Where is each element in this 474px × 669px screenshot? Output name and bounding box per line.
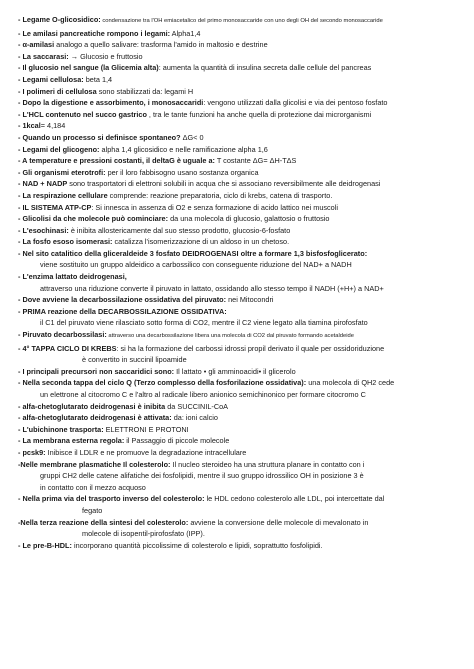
- note-text: il C1 del piruvato viene rilasciato sotto forma di CO2, mentre il C2 viene legato alla tiamina pirofosfato: [40, 318, 368, 328]
- note-term: - alfa-chetoglutarato deidrogenasi è attivata:: [18, 413, 172, 423]
- note-line: [18, 389, 456, 401]
- note-line: [18, 271, 456, 283]
- note-text: sono stabilizzati da: legami H: [96, 86, 194, 96]
- note-text: → Glucosio e fruttosio: [68, 51, 143, 61]
- note-line: [18, 424, 456, 436]
- note-text: viene sostituito un gruppo aldeidico a carbossilico con conseguente riduzione del NAD+ a NADH: [40, 260, 352, 270]
- note-line: [18, 283, 456, 295]
- note-term: - Dopo la digestione e assorbimento, i monosaccaridi: [18, 98, 204, 108]
- note-text: alpha 1,4 glicosidico e nelle ramificazione alpha 1,6: [99, 144, 268, 154]
- note-term: - Nella prima via del trasporto inverso del colesterolo:: [18, 494, 205, 504]
- note-term: - L'esochinasi:: [18, 225, 69, 235]
- note-text: analogo a quello salivare: trasforma l'amido in maltosio e destrine: [54, 40, 268, 50]
- note-term: - Il glucosio nel sangue (la Glicemia alta): [18, 63, 159, 73]
- note-line: [18, 366, 456, 378]
- note-line: [18, 528, 456, 540]
- note-term: - I principali precursori non saccaridici sono:: [18, 366, 175, 376]
- note-term: - La respirazione cellulare: [18, 190, 108, 200]
- note-line: [18, 39, 456, 51]
- note-line: [18, 447, 456, 459]
- note-line: [18, 459, 456, 471]
- note-text: : vengono utilizzati dalla glicolisi e via dei pentoso fosfato: [203, 98, 388, 108]
- note-line: [18, 155, 456, 167]
- note-term: - Legami cellulosa:: [18, 74, 84, 84]
- note-line: [18, 51, 456, 63]
- note-term: - Gli organismi eterotrofi:: [18, 167, 106, 177]
- note-term: - I polimeri di cellulosa: [18, 86, 97, 96]
- note-term: - NAD + NADP: [18, 179, 68, 189]
- note-text: per il loro fabbisogno usano sostanza organica: [105, 167, 259, 177]
- note-line: [18, 306, 456, 318]
- note-text: : Si innesca in assenza di O2 e senza formazione di acido lattico nei muscoli: [91, 202, 338, 212]
- note-term: - L'enzima lattato deidrogenasi,: [18, 272, 127, 282]
- note-line: [18, 236, 456, 248]
- note-line: [18, 248, 456, 260]
- note-line: [18, 377, 456, 389]
- note-term: - La fosfo esoso isomerasi:: [18, 237, 113, 247]
- note-line: [18, 401, 456, 413]
- note-text: le HDL cedono colesterolo alle LDL, poi intercettate dal: [204, 494, 385, 504]
- note-line: [18, 505, 456, 517]
- note-text: catalizza l'isomerizzazione di un aldoso in un chetoso.: [112, 237, 290, 247]
- note-line: [18, 178, 456, 190]
- note-term: - La membrana esterna regola:: [18, 436, 125, 446]
- note-line: [18, 225, 456, 237]
- note-term: - A temperature e pressioni costanti, il deltaG è uguale a:: [18, 156, 215, 166]
- note-term: - L'ubichinone trasporta:: [18, 424, 104, 434]
- note-term: -Nelle membrane plasmatiche Il colesterolo:: [18, 459, 171, 469]
- note-line: [18, 343, 456, 355]
- note-text: Inibisce il LDLR e ne promuove la degradazione intracellulare: [45, 447, 247, 457]
- note-line: [18, 412, 456, 424]
- note-line: [18, 213, 456, 225]
- note-line: [18, 62, 456, 74]
- note-line: [18, 294, 456, 306]
- note-line: [18, 517, 456, 529]
- note-text: è inibita allostericamente dal suo stesso prodotto, glucosio-6-fosfato: [68, 225, 291, 235]
- note-term: - α-amilasi: [18, 40, 55, 50]
- note-term: - 1kcal: [18, 121, 41, 131]
- note-text: fegato: [82, 505, 103, 515]
- note-term: -Nella terza reazione della sintesi del colesterolo:: [18, 517, 189, 527]
- note-text: beta 1,4: [83, 74, 113, 84]
- note-term: - 4° TAPPA CICLO DI KREBS: [18, 343, 117, 353]
- note-line: [18, 28, 456, 40]
- note-term: - Legami del glicogeno:: [18, 144, 100, 154]
- note-term: - PRIMA reazione della DECARBOSSILAZIONE OSSIDATIVA:: [18, 306, 227, 316]
- note-term: - IL SISTEMA ATP-CP: [18, 202, 92, 212]
- note-text: , tra le tante funzioni ha anche quella di protezione dai microrganismi: [146, 109, 372, 119]
- note-line: [18, 109, 456, 121]
- note-text: il Passaggio di piccole molecole: [124, 436, 230, 446]
- note-line: [18, 144, 456, 156]
- note-text: ΔG< 0: [180, 132, 204, 142]
- note-text: una molecola di QH2 cede: [306, 378, 395, 388]
- note-text: incorporano quantità piccolissime di colesterolo e lipidi, soprattutto fosfolipidi.: [71, 540, 323, 550]
- note-term: - Dove avviene la decarbossilazione ossidativa del piruvato:: [18, 295, 227, 305]
- note-term: - Le amilasi pancreatiche rompono i legami:: [18, 28, 171, 38]
- note-text: condensazione tra l'OH emiacetalico del primo monosaccaride con uno degli OH del secondo monosaccaride: [100, 18, 383, 24]
- note-line: [18, 435, 456, 447]
- note-text: : si ha la formazione del carbossi idrossi propil derivato il quale per ossidoriduzione: [116, 343, 385, 353]
- note-text: è convertito in succinil lipoamide: [82, 355, 187, 365]
- note-term: - Quando un processo si definisce spontaneo?: [18, 132, 181, 142]
- note-line: [18, 329, 456, 343]
- note-term: - Le pre-B-HDL:: [18, 540, 72, 550]
- note-term: - Legame O-glicosidico:: [18, 15, 101, 24]
- note-text: avviene la conversione delle molecole di mevalonato in: [188, 517, 369, 527]
- note-text: comprende: reazione preparatoria, ciclo di krebs, catena di trasporto.: [107, 190, 333, 200]
- note-term: - Nel sito catalitico della gliceraldeide 3 fosfato DEIDROGENASI oltre a formare 1,3 bisfosfoglicerato:: [18, 248, 368, 258]
- note-line: [18, 540, 456, 552]
- note-text: attraverso una decarbossilazione libera una molecola di CO2 dal piruvato formando acetaldeide: [106, 333, 354, 340]
- note-text: da una molecola di glucosio, galattosio o fruttosio: [168, 214, 330, 224]
- note-text: nei Mitocondri: [226, 295, 274, 305]
- note-line: [18, 74, 456, 86]
- note-text: gruppi CH2 delle catene alifatiche dei fosfolipidi, mentre il suo gruppo idrossilico OH in posizione 3 è: [40, 471, 364, 481]
- note-term: - Glicolisi da che molecole può cominciare:: [18, 214, 169, 224]
- note-line: [18, 14, 456, 28]
- note-text: attraverso una riduzione converte il piruvato in lattato, ossidando allo stesso tempo il NADH (+H+) a NAD+: [40, 283, 384, 293]
- note-line: [18, 86, 456, 98]
- note-text: : aumenta la quantità di insulina secreta dalle cellule del pancreas: [158, 63, 372, 73]
- note-text: Il nucleo steroideo ha una struttura planare in contatto con i: [170, 459, 365, 469]
- note-line: [18, 167, 456, 179]
- note-term: - La saccarasi:: [18, 51, 69, 61]
- note-text: Il lattato • gli amminoacidi• il glicerolo: [174, 366, 296, 376]
- note-text: da SUCCINIL-CoA: [165, 401, 229, 411]
- note-text: Alpha1,4: [170, 28, 201, 38]
- note-line: [18, 120, 456, 132]
- note-term: - pcsk9:: [18, 447, 46, 457]
- note-text: = 4,184: [40, 121, 66, 131]
- note-line: [18, 354, 456, 366]
- note-term: - Piruvato decarbossilasi:: [18, 330, 107, 340]
- note-text: ELETTRONI E PROTONI: [103, 424, 189, 434]
- note-term: - Nella seconda tappa del ciclo Q (Terzo complesso della fosforilazione ossidativa):: [18, 378, 307, 388]
- note-line: [18, 493, 456, 505]
- note-line: [18, 470, 456, 482]
- note-text: in contatto con il mezzo acquoso: [40, 482, 146, 492]
- note-text: sono trasportatori di elettroni solubili in acqua che si associano reversibilmente alle deidrogenasi: [67, 179, 381, 189]
- note-line: [18, 190, 456, 202]
- note-line: [18, 259, 456, 271]
- note-line: [18, 317, 456, 329]
- note-line: [18, 132, 456, 144]
- note-text: molecole di isopentil-pirofosfato (IPP).: [82, 529, 205, 539]
- note-line: [18, 97, 456, 109]
- note-text: da: ioni calcio: [171, 413, 218, 423]
- note-line: [18, 482, 456, 494]
- note-text: T costante ΔG= ΔH-TΔS: [214, 156, 297, 166]
- note-term: - L'HCL contenuto nel succo gastrico: [18, 109, 147, 119]
- note-line: [18, 202, 456, 214]
- note-term: - alfa-chetoglutarato deidrogenasi è inibita: [18, 401, 166, 411]
- note-text: un elettrone al citocromo C e l'altro al radicale libero anionico semichinonico per formare citocromo C: [40, 390, 366, 399]
